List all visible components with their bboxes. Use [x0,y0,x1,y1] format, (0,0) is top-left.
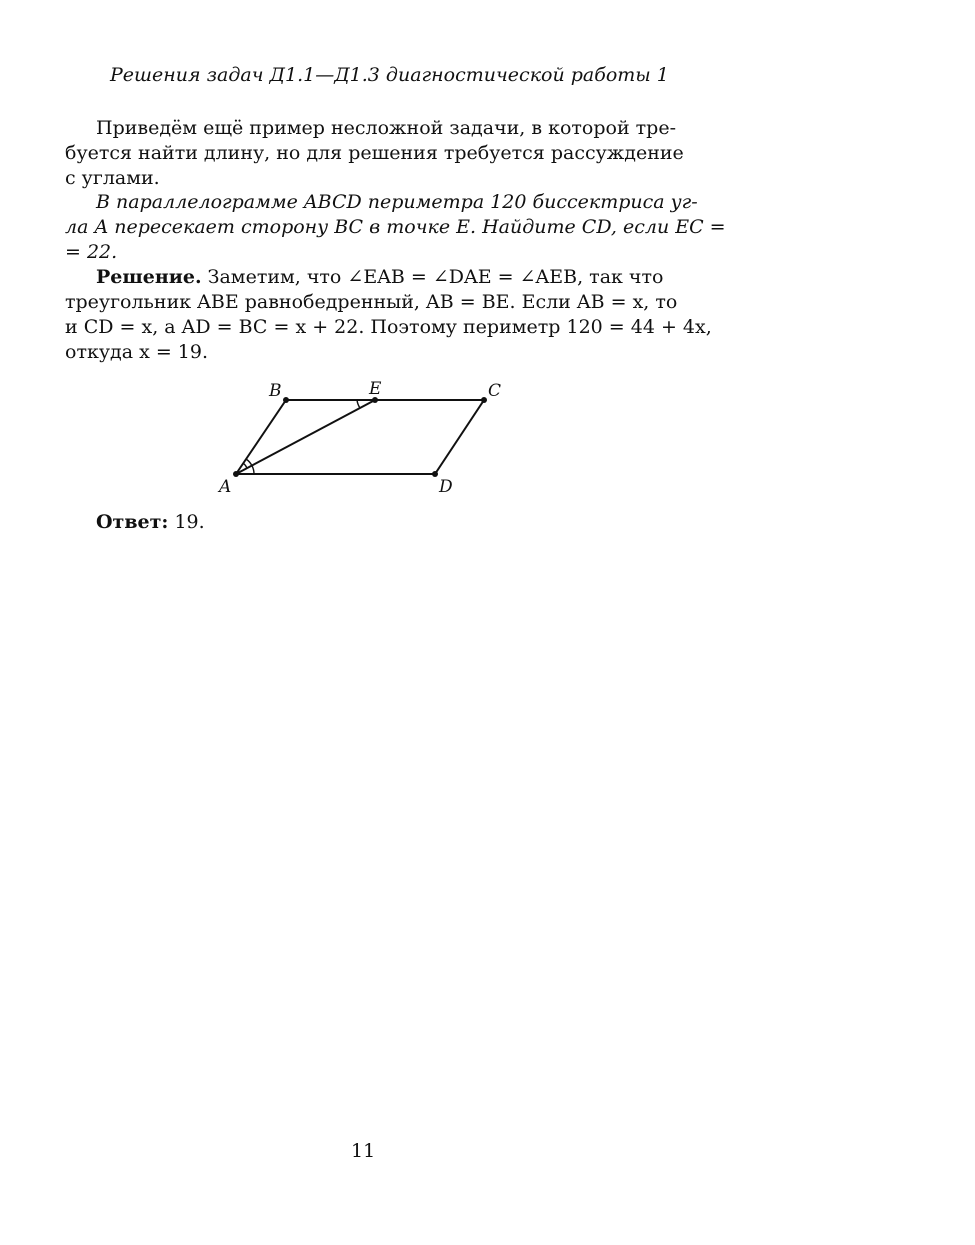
point-c [481,397,487,403]
bisector-ae [236,400,375,474]
problem-line-3: = 22. [65,241,118,263]
intro-line-2: буется найти длину, но для решения требуется рассуждение [65,142,684,164]
answer-value: 19. [174,511,205,533]
angle-arc-e [357,400,360,408]
solution-line-1-text: Заметим, что ∠EAB = ∠DAE = ∠AEB, так что [207,266,664,288]
label-a: A [219,477,232,497]
solution-line-1 [65,265,664,290]
solution-paragraph [65,265,712,365]
label-d: D [439,477,453,497]
intro-line-1: Приведём ещё пример несложной задачи, в которой тре- [96,117,677,139]
running-header: Решения задач Д1.1—Д1.3 диагностической работы 1 [110,64,669,86]
label-b: B [269,381,282,401]
angle-arc-a-upper [243,463,247,468]
answer-label: Ответ: [96,511,169,533]
parallelogram-figure [210,375,510,500]
point-d [432,471,438,477]
solution-label: Решение. [96,266,202,288]
label-c: C [488,381,502,401]
problem-line-1: В параллелограмме ABCD периметра 120 биссектриса уг- [96,191,698,213]
intro-paragraph [65,116,684,191]
solution-line-4: откуда x = 19. [65,341,209,363]
intro-line-3: с углами. [65,167,160,189]
point-b [283,397,289,403]
problem-statement [65,190,726,265]
answer-line [96,511,205,533]
parallelogram-abcd [236,400,484,474]
solution-line-3: и CD = x, а AD = BC = x + 22. Поэтому периметр 120 = 44 + 4x, [65,316,712,338]
point-a [233,471,239,477]
solution-line-2: треугольник ABE равнобедренный, AB = BE. Если AB = x, то [65,291,678,313]
page-number: 11 [351,1140,376,1162]
label-e: E [369,379,382,399]
problem-line-2: ла A пересекает сторону BC в точке E. Найдите CD, если EC = [65,216,726,238]
